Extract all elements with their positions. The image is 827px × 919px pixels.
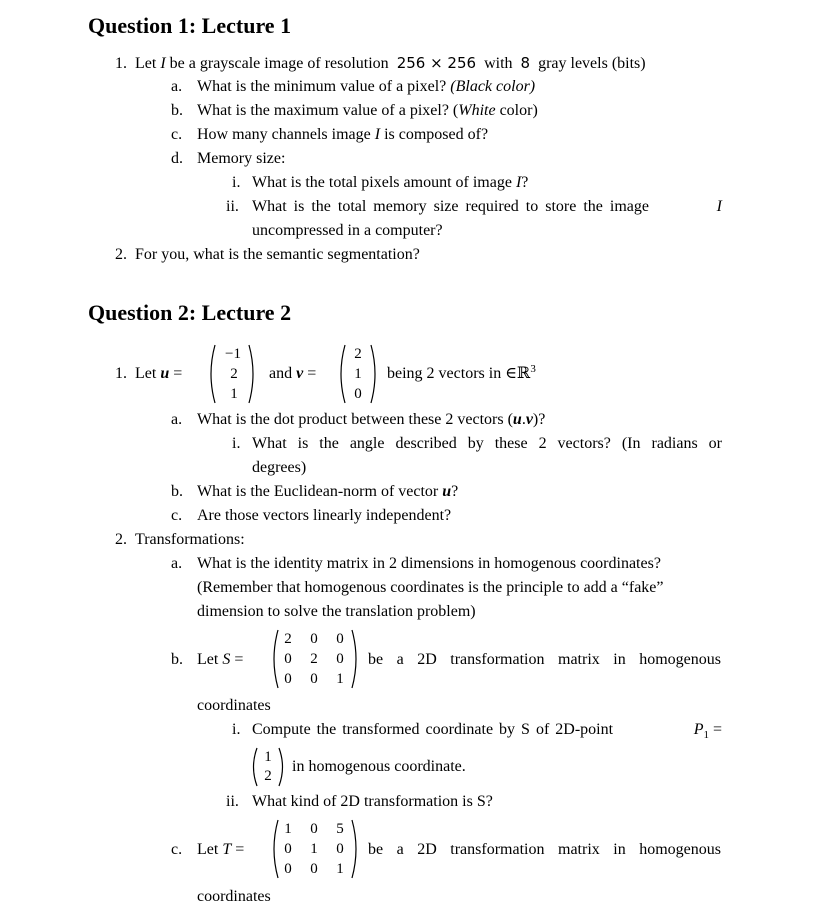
matrix-t-r1c0: 0 (284, 841, 292, 857)
q2-item1-being (387, 364, 536, 385)
q1-item1-let: Let (135, 55, 157, 72)
q1-item1-var: I (160, 55, 166, 72)
q2-sub-c-text: Are those vectors linearly independent? (197, 507, 452, 524)
matrix-t-r1c1: 1 (310, 841, 318, 857)
q2-trans-c-desc: be a 2D transformation matrix in homogenous (368, 841, 721, 858)
q2-trans-bii-label: ii. (226, 793, 239, 810)
q2-sub-b-end: ? (451, 483, 459, 500)
q2-sub-ai-label: i. (232, 435, 241, 452)
q2-sub-c-label: c. (171, 507, 183, 524)
q2-trans-bi-text: Compute the transformed coordinate by S of 2D-point (252, 721, 614, 738)
q1-sub-dii-label: ii. (226, 198, 239, 215)
q1-item1-mid: be a grayscale image of resolution (169, 55, 389, 72)
q1-item1-number: 1. (115, 55, 127, 72)
q2-trans-b-coords: coordinates (197, 697, 271, 714)
q2-title: Question 2: Lecture 2 (88, 300, 292, 325)
q1-sub-di (252, 173, 528, 193)
q2-trans-bi-label: i. (232, 721, 241, 738)
matrix-t (270, 818, 360, 880)
vector-u-0: −1 (225, 346, 241, 362)
q1-sub-dii (252, 197, 722, 217)
q2-sub-b-text: What is the Euclidean-norm of vector (197, 483, 439, 500)
matrix-t-r0c2: 5 (336, 821, 344, 837)
q2-trans-bi-line2: in homogenous coordinate. (292, 758, 466, 775)
q2-matrix-t-name: T (222, 841, 232, 858)
matrix-s-r1c1: 2 (310, 651, 318, 667)
q1-sub-di-label: i. (232, 174, 241, 191)
matrix-s-r0c0: 2 (284, 631, 292, 647)
q2-trans-b-let-text: Let (197, 651, 219, 668)
q1-sub-di-end: ? (521, 174, 529, 191)
q1-sub-c (197, 125, 488, 145)
q1-item1 (115, 53, 646, 74)
q1-item1-post: gray levels (bits) (538, 55, 646, 72)
q2-trans-bi (252, 720, 722, 741)
q2-sub-b-label: b. (171, 483, 183, 500)
q1-sub-b-text: What is the maximum value of a pixel? ( (197, 102, 459, 119)
q2-item1-let: Let (135, 365, 157, 382)
q2-trans-b-eq: = (234, 651, 244, 668)
q1-sub-c-end: is composed of? (384, 126, 489, 143)
q1-sub-b-end: color) (499, 102, 538, 119)
q1-sub-a-label: a. (171, 78, 183, 95)
q1-item1-levels: 8 (520, 54, 531, 72)
q2-item1-num: 1. (115, 365, 127, 382)
q1-sub-d-text: Memory size: (197, 150, 286, 167)
q2-trans-a-line1: What is the identity matrix in 2 dimensions in homogenous coordinates? (197, 555, 661, 572)
point-p1-0: 1 (264, 749, 272, 765)
q2-trans-c-coords: coordinates (197, 888, 271, 905)
q2-vector-u-name: u (160, 365, 170, 382)
q2-trans-bii-text: What kind of 2D transformation is S? (252, 793, 493, 810)
matrix-t-r2c0: 0 (284, 861, 292, 877)
q1-sub-di-text: What is the total pixels amount of image (252, 174, 512, 191)
q2-sub-a-v: v (525, 411, 533, 428)
vector-v-2: 0 (354, 386, 362, 402)
q2-trans-b-desc: be a 2D transformation matrix in homogenous (368, 651, 721, 668)
q2-trans-c-let (197, 840, 244, 860)
q2-sub-a-u: u (512, 411, 522, 428)
point-p1 (250, 746, 286, 788)
q2-sub-a-dot: . (521, 411, 526, 428)
matrix-s-r2c1: 0 (310, 671, 318, 687)
vector-u-1: 2 (230, 366, 238, 382)
q2-trans-bi-point (694, 720, 722, 741)
q2-item1-number (115, 364, 182, 384)
q1-title: Question 1: Lecture 1 (88, 13, 292, 38)
q1-item2-number: 2. (115, 246, 127, 263)
q1-item1-with: with (484, 55, 513, 72)
matrix-t-r0c1: 0 (310, 821, 318, 837)
q1-sub-c-label: c. (171, 126, 183, 143)
matrix-t-r1c2: 0 (336, 841, 344, 857)
q1-sub-dii-var: I (716, 198, 722, 215)
vector-v (337, 343, 379, 405)
q2-sub-a-text: What is the dot product between these 2 vectors ( (197, 411, 513, 428)
matrix-s-r1c2: 0 (336, 651, 344, 667)
q1-sub-dii-line2: uncompressed in a computer? (252, 222, 443, 239)
q1-sub-a (197, 77, 535, 97)
q2-trans-c-label: c. (171, 841, 183, 858)
q2-matrix-s-name: S (222, 651, 231, 668)
vector-v-1: 1 (354, 366, 362, 382)
q2-sub-ai-text: What is the angle described by these 2 vectors? (In radians or (252, 435, 722, 452)
q2-item1-and: and (269, 365, 293, 382)
matrix-s-r0c2: 0 (336, 631, 344, 647)
q2-sub-b (197, 482, 458, 502)
q2-point-p-name: P (693, 721, 704, 738)
q2-sub-b-u: u (442, 483, 452, 500)
q2-trans-a-line3: dimension to solve the translation problem) (197, 603, 476, 620)
matrix-s-r2c0: 0 (284, 671, 292, 687)
q1-sub-d-label: d. (171, 150, 183, 167)
q1-sub-a-text: What is the minimum value of a pixel? (197, 78, 447, 95)
q2-item1-and-part (269, 364, 316, 384)
q2-trans-b-label: b. (171, 651, 183, 668)
q1-sub-a-italic: (Black color) (450, 78, 536, 95)
q2-trans-bi-eq: = (712, 721, 722, 738)
q2-trans-a-line2: (Remember that homogenous coordinates is the principle to add a “fake” (197, 579, 664, 596)
vector-u-2: 1 (230, 386, 238, 402)
q2-vector-v-name: v (296, 365, 304, 382)
q2-sub-a (197, 410, 545, 430)
matrix-s-r1c0: 0 (284, 651, 292, 667)
q1-item1-resolution: 256 × 256 (396, 54, 477, 72)
matrix-s-r0c1: 0 (310, 631, 318, 647)
q2-point-p-sub: 1 (703, 729, 709, 741)
matrix-t-r0c0: 1 (284, 821, 292, 837)
q2-trans-a-label: a. (171, 555, 183, 572)
q1-sub-b (197, 101, 538, 121)
q2-trans-c-let-text: Let (197, 841, 219, 858)
q2-trans-c-eq: = (235, 841, 245, 858)
vector-v-0: 2 (354, 346, 362, 362)
q2-item2 (115, 530, 245, 550)
q1-sub-c-var: I (374, 126, 381, 143)
q2-item1-in-r: ∈ℝ (505, 365, 531, 382)
q1-sub-dii-text: What is the total memory size required to store the image (252, 198, 649, 215)
q2-item2-number: 2. (115, 531, 127, 548)
q2-item2-text: Transformations: (135, 531, 245, 548)
q2-item1-being-text: being 2 vectors in (387, 365, 502, 382)
q2-sub-a-end: )? (532, 411, 546, 428)
q1-item2 (115, 245, 420, 265)
q2-item1-eq-v: = (307, 365, 317, 382)
q1-item2-text: For you, what is the semantic segmentation? (135, 246, 420, 263)
q2-item1-eq-u: = (173, 365, 183, 382)
q2-sub-a-label: a. (171, 411, 183, 428)
q2-trans-b-let (197, 650, 243, 670)
q1-sub-b-label: b. (171, 102, 183, 119)
q1-sub-c-text: How many channels image (197, 126, 371, 143)
q1-sub-di-var: I (515, 174, 522, 191)
matrix-s-r2c2: 1 (336, 671, 344, 687)
q1-sub-b-italic: White (458, 102, 496, 119)
point-p1-1: 2 (264, 768, 272, 784)
q2-sub-ai-line2: degrees) (252, 459, 307, 476)
matrix-t-r2c2: 1 (336, 861, 344, 877)
matrix-t-r2c1: 0 (310, 861, 318, 877)
vector-u (207, 343, 257, 405)
matrix-s (270, 628, 360, 690)
q2-item1-sup3: 3 (530, 363, 536, 375)
